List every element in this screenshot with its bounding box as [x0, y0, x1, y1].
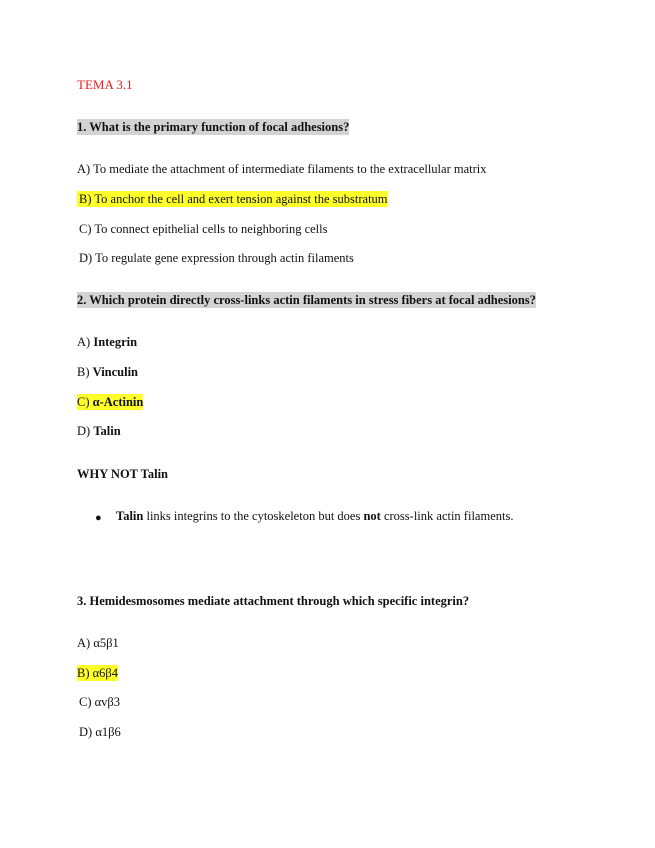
q2-option-b: [77, 364, 138, 380]
why-emphasis: not: [363, 509, 381, 523]
q2-option-a: [77, 334, 137, 350]
why-text-2: cross-link actin filaments.: [380, 509, 514, 523]
option-term: Integrin: [93, 335, 138, 349]
doc-title: TEMA 3.1: [77, 77, 133, 92]
q1-option-b-highlighted: B) To anchor the cell and exert tension against the substratum: [79, 192, 388, 206]
q2-option-c-highlighted: [77, 394, 143, 410]
q3-option-d: D) α1β6: [79, 725, 121, 739]
q1-option-c: C) To connect epithelial cells to neighboring cells: [79, 222, 328, 236]
option-term: Talin: [93, 424, 121, 438]
option-term: Vinculin: [92, 365, 139, 379]
question-2: 2. Which protein directly cross-links actin filaments in stress fibers at focal adhesions?: [77, 293, 536, 307]
option-term: α-Actinin: [92, 395, 144, 409]
bullet-icon: ●: [95, 512, 102, 524]
question-1: 1. What is the primary function of focal adhesions?: [77, 120, 350, 134]
q3-option-a: A) α5β1: [77, 636, 119, 650]
q1-option-d: D) To regulate gene expression through actin filaments: [79, 251, 354, 265]
option-prefix: D): [77, 424, 94, 438]
q2-option-d: [77, 423, 121, 439]
why-term: Talin: [116, 509, 144, 523]
q3-option-b-highlighted: B) α6β4: [77, 666, 119, 680]
question-3: 3. Hemidesmosomes mediate attachment through which specific integrin?: [77, 594, 470, 608]
q3-option-c: C) αvβ3: [79, 695, 121, 709]
why-not-explanation: [116, 508, 513, 524]
option-prefix: C): [77, 395, 93, 409]
q1-option-a: A) To mediate the attachment of intermediate filaments to the extracellular matrix: [77, 162, 487, 176]
option-prefix: B): [77, 365, 93, 379]
option-prefix: A): [77, 335, 94, 349]
why-text-1: links integrins to the cytoskeleton but does: [143, 509, 364, 523]
why-not-heading: WHY NOT Talin: [77, 467, 169, 481]
